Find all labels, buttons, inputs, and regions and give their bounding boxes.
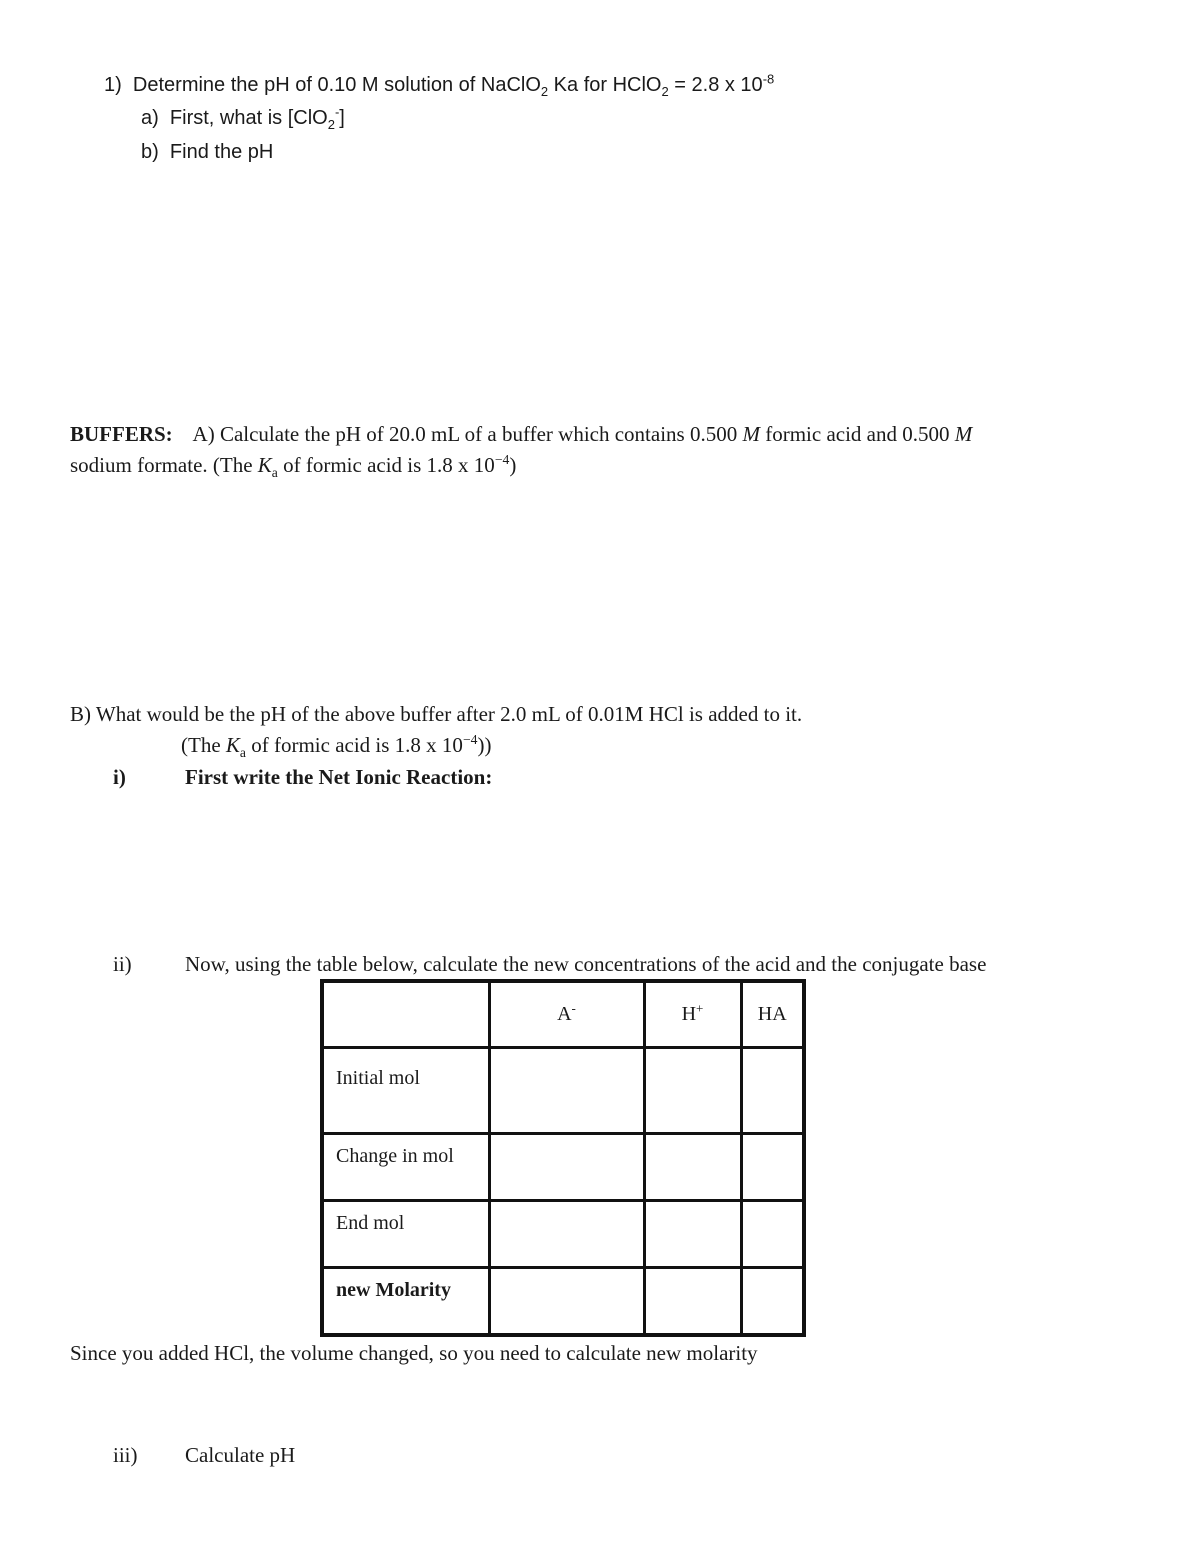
step-i-text: First write the Net Ionic Reaction: — [185, 765, 493, 789]
ice-table — [320, 979, 806, 1337]
buffers-part-a-line2: sodium formate. (The $K_a$ of formic acid is 1.8 x $10^{-4}$) — [70, 452, 517, 481]
volume-change-note: Since you added HCl, the volume changed, so you need to calculate new molarity — [70, 1341, 758, 1365]
table-cell[interactable] — [644, 1200, 741, 1267]
table-row — [322, 1133, 804, 1200]
table-cell[interactable] — [489, 1267, 644, 1335]
column-header-a-minus: A- — [489, 981, 644, 1047]
column-header-ha: HA — [741, 981, 804, 1047]
step-i-marker: i) — [113, 765, 126, 789]
question-1: 1) Determine the pH of 0.10 M solution of NaClO$_2$ Ka for HClO$_2$ = 2.8 x $10^{-8}$ — [104, 71, 775, 99]
table-cell[interactable] — [741, 1133, 804, 1200]
part-b-ka-note: (The $K_a$ of formic acid is 1.8 x $10^{-4}$)) — [181, 732, 492, 761]
buffers-part-a-line1: BUFFERS: A) Calculate the pH of 20.0 mL of a buffer which contains 0.500 M formic acid and 0.500 M — [70, 422, 973, 446]
question-1a: a) First, what is [ClO$_2$-] — [141, 104, 345, 132]
step-ii-marker: ii) — [113, 952, 132, 976]
table-cell[interactable] — [489, 1047, 644, 1133]
step-iii-text: Calculate pH — [185, 1443, 296, 1467]
step-ii-text: Now, using the table below, calculate the new concentrations of the acid and the conjugate base — [185, 952, 987, 976]
row-label-initial: Initial mol — [322, 1047, 489, 1133]
table-cell[interactable] — [644, 1133, 741, 1200]
table-row — [322, 1047, 804, 1133]
step-iii-marker: iii) — [113, 1443, 138, 1467]
table-cell[interactable] — [741, 1047, 804, 1133]
table-row — [322, 1267, 804, 1335]
question-1b: b) Find the pH — [141, 141, 274, 163]
table-cell[interactable] — [741, 1200, 804, 1267]
table-cell[interactable] — [489, 1200, 644, 1267]
buffers-heading: BUFFERS: — [70, 422, 173, 446]
question-1-number: 1) — [104, 74, 122, 96]
column-header-h-plus: H+ — [644, 981, 741, 1047]
table-header-row — [322, 981, 804, 1047]
table-cell[interactable] — [644, 1047, 741, 1133]
table-corner-cell — [322, 981, 489, 1047]
row-label-change: Change in mol — [322, 1133, 489, 1200]
part-b-question: B) What would be the pH of the above buffer after 2.0 mL of 0.01M HCl is added to it. — [70, 702, 803, 726]
table-cell[interactable] — [741, 1267, 804, 1335]
row-label-end: End mol — [322, 1200, 489, 1267]
table-cell[interactable] — [489, 1133, 644, 1200]
row-label-new-molarity: new Molarity — [322, 1267, 489, 1335]
table-cell[interactable] — [644, 1267, 741, 1335]
table-row — [322, 1200, 804, 1267]
